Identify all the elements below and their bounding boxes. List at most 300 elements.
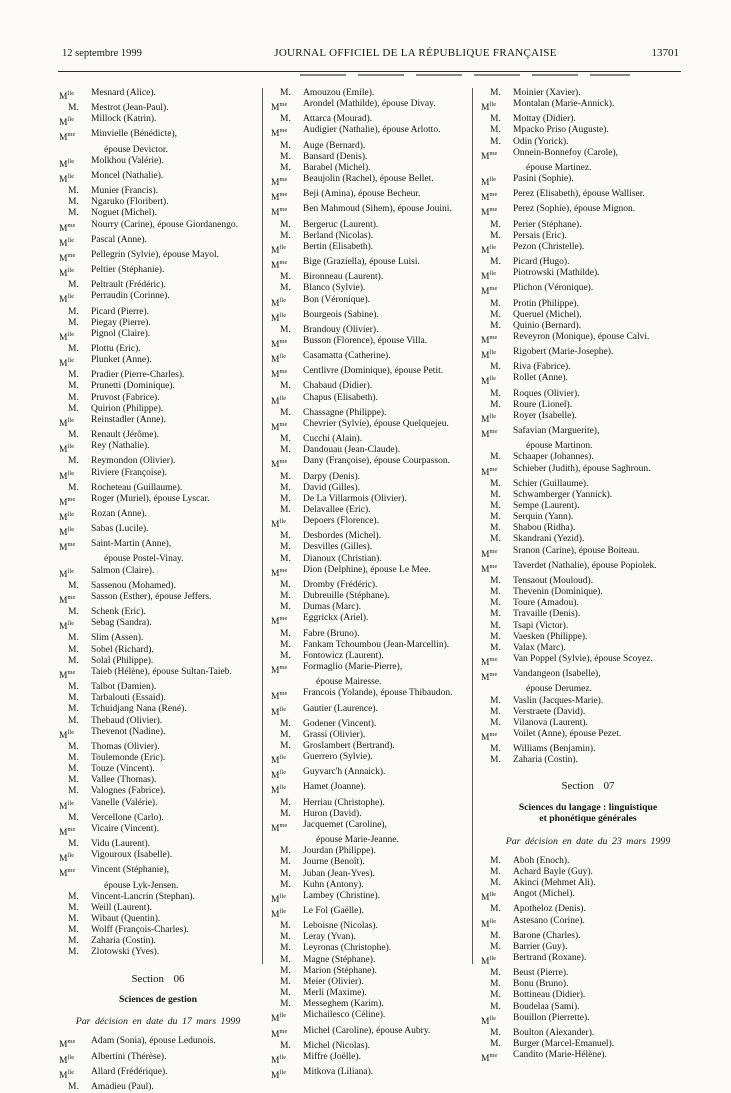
honorific: M. (280, 797, 291, 808)
entry-text: Francois (Yolande), épouse Thibaudon. (303, 688, 453, 699)
list-entry (58, 1067, 258, 1082)
list-entry (270, 366, 468, 381)
list-entry (58, 1036, 258, 1051)
honorific: $M^{lle}$ (481, 101, 497, 114)
honorific: $M^{lle}$ (271, 784, 287, 797)
column-1 (58, 88, 262, 1092)
list-entry (270, 869, 468, 880)
entry-text: Moinier (Xavier). (513, 88, 581, 98)
honorific: M. (68, 682, 79, 693)
section-number: Section 06 (131, 972, 185, 985)
list-entry (270, 272, 468, 283)
list-entry (58, 786, 258, 797)
honorific: M. (490, 501, 501, 511)
entry-text: Rollet (Anne). (513, 373, 568, 384)
entry-text: Schenk (Eric). (91, 607, 146, 618)
honorific: M. (490, 575, 501, 586)
honorific: M. (280, 434, 291, 445)
list-entry (270, 809, 468, 820)
honorific: M. (490, 114, 501, 125)
entry-text: Allard (Frédérique). (91, 1066, 168, 1077)
entry-text: Thevenin (Dominique). (513, 587, 603, 598)
honorific: $M^{lle}$ (271, 1012, 287, 1025)
list-entry (58, 764, 258, 775)
list-entry (480, 534, 696, 545)
entry-text: Pezon (Christelle). (513, 241, 585, 252)
entry-text: Wibaut (Quentin). (91, 914, 161, 924)
honorific: $M^{lle}$ (59, 416, 75, 429)
entry-text: Astesano (Corine). (513, 915, 585, 926)
entry-text: Toulemonde (Eric). (91, 752, 166, 763)
honorific: $M^{lle}$ (59, 443, 75, 456)
entry-text: Casamatta (Catherine). (303, 351, 391, 362)
list-entry (480, 632, 696, 643)
list-entry (270, 542, 468, 553)
list-entry (270, 325, 468, 336)
entry-text: Toure (Amadou). (513, 598, 579, 609)
entry-text: Pascal (Anne). (91, 234, 147, 245)
entry-text: Apotheloz (Denis). (513, 904, 586, 915)
list-entry (480, 452, 696, 463)
entry-text: Miffre (Joëlle). (303, 1051, 361, 1062)
honorific: $M^{lle}$ (271, 1053, 287, 1066)
list-entry (270, 99, 468, 114)
honorific: M. (490, 88, 501, 98)
list-entry (480, 400, 696, 411)
entry-text: Akinci (Mehmet Ali). (513, 878, 596, 889)
entry-text: Montalan (Marie-Annick). (513, 99, 615, 110)
honorific: $M^{lle}$ (271, 769, 287, 782)
honorific: M. (490, 706, 501, 717)
honorific: M. (490, 717, 501, 728)
honorific: $M^{lle}$ (271, 243, 287, 256)
list-entry (270, 651, 468, 662)
honorific: $M^{me}$ (481, 285, 498, 298)
entry-continuation: épouse Derumez. (526, 684, 592, 695)
honorific: M. (490, 587, 501, 598)
honorific: M. (68, 343, 79, 354)
list-entry (58, 850, 258, 865)
honorific: M. (490, 309, 501, 320)
entry-text: Van Poppel (Sylvie), épouse Scoyez. (513, 654, 653, 665)
header-rule-heavy (300, 74, 630, 76)
honorific: $M^{lle}$ (271, 296, 287, 309)
entry-text: Peltier (Stéphanie). (91, 265, 165, 276)
honorific: $M^{lle}$ (59, 620, 75, 633)
entry-text: Minvielle (Bénédicte), (91, 129, 177, 140)
honorific: $M^{lle}$ (59, 157, 75, 170)
honorific: M. (490, 512, 501, 523)
list-entry (270, 310, 468, 325)
honorific: M. (490, 941, 501, 952)
list-entry (270, 242, 468, 257)
honorific: M. (490, 990, 501, 1001)
list-entry (480, 744, 696, 755)
entry-text: Sassenou (Mohamed). (91, 580, 176, 591)
honorific: M. (280, 650, 291, 661)
list-entry (58, 186, 258, 197)
list-entry (58, 1052, 258, 1067)
list-entry (480, 1013, 696, 1028)
entry-text: Desbordes (Michel). (303, 531, 382, 542)
list-entry (270, 820, 468, 846)
entry-text: Sasson (Esther), épouse Jeffers. (91, 591, 212, 602)
honorific: $M^{me}$ (481, 547, 498, 560)
section-decision-date: Par décision en date du 23 mars 1999 (505, 835, 671, 847)
honorific: M. (490, 257, 501, 268)
list-entry (58, 114, 258, 129)
entry-text: Royer (Isabelle). (513, 410, 577, 421)
list-entry (58, 865, 258, 891)
list-entry (58, 914, 258, 925)
honorific: M. (280, 628, 291, 639)
entry-text: Hamet (Joanne). (303, 782, 366, 793)
honorific: M. (490, 744, 501, 755)
entry-text: Meier (Olivier). (303, 976, 364, 987)
honorific: M. (68, 775, 79, 786)
honorific: M. (280, 879, 291, 890)
honorific: M. (68, 902, 79, 913)
list-entry (480, 654, 696, 669)
honorific: M. (68, 306, 79, 317)
list-entry (270, 1052, 468, 1067)
honorific: $M^{lle}$ (481, 243, 497, 256)
entry-text: Aboh (Enoch). (513, 855, 570, 866)
entry-text: Herriau (Christophe). (303, 797, 385, 808)
entry-text: Bertrand (Roxane). (513, 953, 587, 963)
honorific: $M^{me}$ (271, 191, 288, 204)
honorific: M. (490, 219, 501, 230)
honorific: M. (490, 930, 501, 941)
list-entry (58, 430, 258, 441)
list-entry (480, 362, 696, 373)
section-decision-date: Par décision en date du 17 mars 1999 (75, 1016, 241, 1028)
entry-text: Roques (Olivier). (513, 388, 580, 399)
entry-text: Dumas (Marc). (303, 602, 362, 613)
header-date: 12 septembre 1999 (62, 48, 142, 59)
entry-text: Vincent (Stéphanie), (91, 865, 170, 876)
honorific: M. (280, 324, 291, 335)
honorific: $M^{lle}$ (271, 754, 287, 767)
honorific: $M^{lle}$ (59, 116, 75, 129)
entry-text: Fontowicz (Laurent). (303, 650, 384, 661)
entry-text: Piotrowski (Mathilde). (513, 268, 600, 279)
entry-text: Messeghem (Karim). (303, 999, 384, 1010)
honorific: M. (280, 140, 291, 151)
list-entry (270, 857, 468, 868)
honorific: $M^{lle}$ (271, 353, 287, 366)
list-entry (270, 1067, 468, 1082)
list-entry (270, 798, 468, 809)
list-entry (58, 633, 258, 644)
entry-text: Schwamberger (Yannick). (513, 489, 613, 500)
honorific: M. (490, 320, 501, 331)
list-entry (58, 103, 258, 114)
entry-text: Centlivre (Dominique), épouse Petit. (303, 366, 444, 377)
entry-text: Angot (Michel). (513, 889, 575, 900)
list-entry (480, 373, 696, 388)
list-entry (270, 1026, 468, 1041)
list-entry (58, 404, 258, 415)
entry-text: Mesnard (Alice). (91, 88, 156, 98)
entry-text: Merli (Maxime). (303, 988, 367, 999)
list-entry (480, 931, 696, 942)
entry-text: Dianoux (Christian). (303, 553, 382, 564)
entry-continuation: épouse Devictor. (104, 144, 168, 155)
honorific: M. (490, 642, 501, 653)
honorific: M. (490, 452, 501, 463)
entry-text: Saint-Martin (Anne), (91, 539, 172, 550)
entry-text: Zaharia (Costin). (91, 936, 156, 947)
list-entry (270, 613, 468, 628)
honorific: $M^{me}$ (59, 593, 76, 606)
list-entry (480, 204, 696, 219)
entry-text: Queruel (Michel). (513, 309, 582, 320)
entry-text: Adam (Sonia), épouse Ledunois. (91, 1036, 216, 1047)
entry-text: Taverdet (Nathalie), épouse Popiolek. (513, 560, 657, 571)
honorific: $M^{me}$ (271, 206, 288, 219)
list-entry (480, 189, 696, 204)
honorific: M. (490, 399, 501, 410)
entry-text: Perier (Stéphane). (513, 219, 582, 230)
entry-text: Marion (Stéphane). (303, 965, 377, 976)
honorific: $M^{lle}$ (59, 357, 75, 370)
honorific: M. (280, 954, 291, 965)
honorific: $M^{me}$ (59, 495, 76, 508)
honorific: M. (280, 921, 291, 932)
list-entry (480, 242, 696, 257)
list-entry (480, 512, 696, 523)
entry-text: Reveyron (Monique), épouse Calvi. (513, 331, 650, 342)
entry-text: Schaaper (Johannes). (513, 452, 594, 463)
honorific: $M^{me}$ (271, 420, 288, 433)
entry-text: Candito (Marie-Hélène). (513, 1050, 607, 1061)
honorific: M. (280, 943, 291, 954)
entry-text: Moncel (Nathalie). (91, 170, 164, 181)
entry-text: Onnein-Bonnefoy (Carole), (513, 147, 618, 158)
honorific: $M^{lle}$ (271, 311, 287, 324)
list-entry (58, 682, 258, 693)
list-entry (480, 479, 696, 490)
entry-text: Grassi (Olivier). (303, 729, 366, 740)
entry-text: Vincent-Lancrin (Stephan). (91, 891, 195, 902)
section-title: Sciences du langage : linguistique (518, 801, 658, 813)
entry-text: Pruvost (Fabrice). (91, 392, 160, 403)
list-entry (480, 968, 696, 979)
list-entry (480, 137, 696, 148)
list-entry (270, 381, 468, 392)
honorific: $M^{lle}$ (59, 526, 75, 539)
honorific: M. (280, 151, 291, 162)
honorific: $M^{lle}$ (59, 330, 75, 343)
honorific: M. (280, 471, 291, 482)
list-entry (480, 174, 696, 189)
entry-text: Bouillon (Pierrette). (513, 1012, 590, 1023)
list-entry (58, 667, 258, 682)
entry-text: Brandouy (Olivier). (303, 324, 379, 335)
honorific: M. (280, 639, 291, 650)
list-entry (270, 640, 468, 651)
list-entry (58, 716, 258, 727)
list-entry (480, 856, 696, 867)
entry-text: Tensaout (Mouloud). (513, 575, 594, 586)
entry-text: Blanco (Sylvie). (303, 283, 366, 294)
section-number: Section 07 (561, 780, 615, 793)
list-entry (58, 88, 258, 103)
entry-text: Kuhn (Antony). (303, 879, 364, 890)
entry-text: Boudelaa (Sami). (513, 1001, 580, 1012)
honorific: M. (68, 786, 79, 797)
entry-text: Depoers (Florence). (303, 516, 379, 527)
list-entry (480, 546, 696, 561)
entry-text: Munier (Francis). (91, 186, 159, 197)
entry-text: Vaslin (Jacques-Marie). (513, 695, 604, 706)
list-entry (58, 318, 258, 329)
list-entry (270, 966, 468, 977)
entry-text: Wolff (François-Charles). (91, 925, 189, 936)
honorific: M. (280, 219, 291, 230)
honorific: M. (280, 988, 291, 999)
list-entry (58, 775, 258, 786)
list-entry (58, 704, 258, 715)
honorific: $M^{lle}$ (59, 469, 75, 482)
honorific: $M^{me}$ (271, 458, 288, 471)
list-entry (58, 468, 258, 483)
list-entry (270, 483, 468, 494)
entry-text: Persais (Eric). (513, 230, 567, 241)
honorific: M. (68, 580, 79, 591)
list-entry (480, 1050, 696, 1065)
honorific: M. (490, 388, 501, 399)
entry-text: Chassagne (Philippe). (303, 407, 387, 418)
entry-text: Thomas (Olivier). (91, 741, 160, 752)
honorific: $M^{lle}$ (59, 293, 75, 306)
list-entry (480, 321, 696, 332)
list-entry (58, 566, 258, 581)
honorific: $M^{lle}$ (59, 1068, 75, 1081)
list-entry (480, 523, 696, 534)
list-entry (480, 257, 696, 268)
honorific: M. (490, 489, 501, 500)
entry-text: Chevrier (Sylvie), épouse Quelquejeu. (303, 418, 449, 429)
column-2 (262, 88, 472, 1082)
entry-text: Chabaud (Didier). (303, 381, 373, 392)
list-entry (480, 729, 696, 744)
list-entry (58, 607, 258, 618)
entry-text: Thebaud (Olivier). (91, 715, 163, 726)
honorific: $M^{lle}$ (59, 728, 75, 741)
entry-text: Beaujolin (Rachel), épouse Bellet. (303, 174, 434, 185)
list-entry (58, 280, 258, 291)
list-entry (270, 531, 468, 542)
honorific: M. (280, 493, 291, 504)
entry-continuation: épouse Martinon. (526, 441, 593, 452)
entry-text: Audigier (Nathalie), épouse Arlotto. (303, 125, 441, 136)
entry-text: Desvilles (Gilles). (303, 542, 373, 553)
honorific: $M^{me}$ (481, 730, 498, 743)
honorific: $M^{lle}$ (59, 267, 75, 280)
list-entry (270, 591, 468, 602)
honorific: M. (280, 868, 291, 879)
honorific: M. (68, 430, 79, 441)
honorific: M. (490, 866, 501, 877)
list-entry (480, 310, 696, 321)
list-entry (480, 598, 696, 609)
entry-text: Piegay (Pierre). (91, 317, 151, 328)
list-entry (480, 1002, 696, 1013)
list-entry (58, 813, 258, 824)
entry-text: Tchuidjang Nana (René). (91, 704, 187, 715)
entry-text: Dandouau (Jean-Claude). (303, 445, 401, 456)
honorific: $M^{lle}$ (59, 511, 75, 523)
entry-text: Vilanova (Laurent). (513, 717, 588, 728)
list-entry (58, 693, 258, 704)
honorific: $M^{lle}$ (481, 412, 497, 425)
list-entry (270, 505, 468, 516)
entry-text: Bottineau (Didier). (513, 990, 586, 1001)
list-entry (270, 434, 468, 445)
list-entry (480, 979, 696, 990)
honorific: M. (280, 272, 291, 283)
honorific: M. (68, 103, 79, 114)
honorific: M. (280, 579, 291, 590)
list-entry (270, 88, 468, 99)
entry-text: Eggrickx (Ariel). (303, 613, 369, 624)
entry-text: Barabel (Michel). (303, 162, 371, 173)
honorific: $M^{me}$ (481, 428, 498, 441)
honorific: $M^{me}$ (59, 825, 76, 838)
entry-text: Thevenot (Nadine). (91, 726, 166, 737)
entry-text: Bon (Véronique). (303, 294, 371, 305)
list-entry (480, 88, 696, 99)
honorific: $M^{me}$ (271, 259, 288, 272)
list-entry (58, 220, 258, 235)
list-entry (480, 426, 696, 452)
honorific: $M^{me}$ (481, 149, 498, 162)
list-entry (58, 656, 258, 667)
list-entry (58, 329, 258, 344)
entry-text: Bourgeois (Sabine). (303, 309, 379, 320)
honorific: M. (68, 812, 79, 823)
entry-text: Plichon (Véronique). (513, 283, 594, 294)
honorific: $M^{me}$ (481, 671, 498, 684)
list-entry (480, 332, 696, 347)
list-entry (480, 621, 696, 632)
list-entry (480, 299, 696, 310)
list-entry (58, 539, 258, 565)
list-entry (58, 171, 258, 186)
honorific: M. (68, 633, 79, 644)
entry-text: Reymondon (Olivier). (91, 456, 176, 467)
entry-text: Godener (Vincent). (303, 718, 377, 729)
honorific: M. (68, 392, 79, 403)
list-entry (58, 370, 258, 381)
list-entry (480, 916, 696, 931)
honorific: M. (68, 186, 79, 197)
list-entry (270, 880, 468, 891)
honorific: M. (68, 1081, 79, 1092)
list-entry (58, 892, 258, 903)
honorific: $M^{me}$ (271, 101, 288, 114)
list-entry (270, 554, 468, 565)
honorific: $M^{me}$ (481, 1052, 498, 1065)
entry-text: Plottu (Eric). (91, 343, 141, 354)
entry-text: Noguet (Michel). (91, 208, 157, 219)
entry-text: Riviere (Françoise). (91, 467, 167, 478)
honorific: M. (280, 407, 291, 418)
list-entry (480, 268, 696, 283)
entry-text: Pasini (Sophie). (513, 174, 574, 185)
